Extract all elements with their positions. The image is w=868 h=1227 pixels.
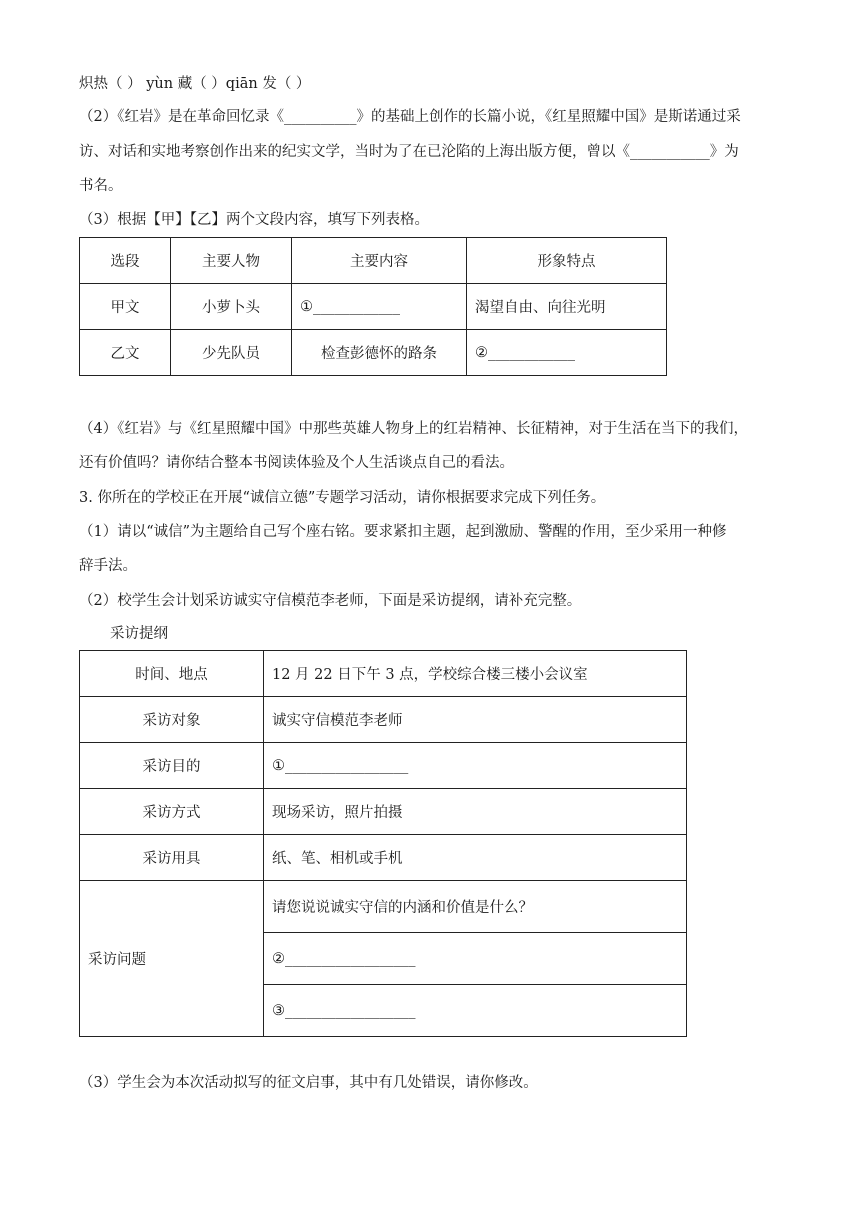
table-row	[80, 697, 687, 743]
table-header-row	[80, 238, 667, 284]
question-cell: 请您说说诚实守信的内涵和价值是什么？	[264, 881, 687, 933]
table-row	[80, 743, 687, 789]
question-2-text-cont: 访、对话和实地考察创作出来的纪实文学，当时为了在已沦陷的上海出版方便，曾以《___________》为	[79, 144, 739, 160]
table-row	[80, 330, 667, 376]
answer-blank-cell[interactable]: ②____________	[467, 330, 667, 376]
row-label-questions: 采访问题	[80, 881, 264, 1037]
task-3-heading: 3. 你所在的学校正在开展“诚信立德”专题学习活动，请你根据要求完成下列任务。	[79, 490, 606, 506]
row-label: 采访对象	[80, 697, 264, 743]
table-cell: 检查彭德怀的路条	[292, 330, 467, 376]
table-cell: 渴望自由、向往光明	[467, 284, 667, 330]
row-value: 诚实守信模范李老师	[264, 697, 687, 743]
table-cell: 甲文	[80, 284, 171, 330]
task-3-1-text: （1）请以“诚信”为主题给自己写个座右铭。要求紧扣主题，起到激励、警醒的作用，至少采用一种修	[79, 524, 727, 540]
header-cell: 主要人物	[171, 238, 292, 284]
pinyin-line: 炽热（ ） yùn 藏（ ）qiān 发（ ）	[79, 76, 311, 92]
interview-outline-table	[79, 650, 687, 1037]
row-value: 12 月 22 日下午 3 点，学校综合楼三楼小会议室	[264, 651, 687, 697]
answer-blank-cell[interactable]: ①____________	[292, 284, 467, 330]
answer-blank-cell[interactable]: ③__________________	[264, 985, 687, 1037]
interview-outline-title: 采访提纲	[110, 626, 168, 642]
question-2-text: （2）《红岩》是在革命回忆录《__________》的基础上创作的长篇小说，《红星照耀中国》是斯诺通过采	[79, 109, 741, 125]
reading-table	[79, 237, 667, 376]
question-3-text: （3）根据【甲】【乙】两个文段内容，填写下列表格。	[79, 212, 429, 228]
table-cell: 小萝卜头	[171, 284, 292, 330]
question-2-text-end: 书名。	[79, 178, 123, 194]
question-4-text-cont: 还有价值吗？请你结合整本书阅读体验及个人生活谈点自己的看法。	[79, 455, 514, 471]
table-row	[80, 284, 667, 330]
table-row	[80, 835, 687, 881]
row-label: 采访目的	[80, 743, 264, 789]
row-label: 时间、地点	[80, 651, 264, 697]
answer-blank-cell[interactable]: ②__________________	[264, 933, 687, 985]
task-3-2-text: （2）校学生会计划采访诚实守信模范李老师，下面是采访提纲，请补充完整。	[79, 593, 582, 609]
table-cell: 乙文	[80, 330, 171, 376]
header-cell: 形象特点	[467, 238, 667, 284]
row-label: 采访方式	[80, 789, 264, 835]
task-3-1-text-cont: 辞手法。	[79, 558, 137, 574]
table-row	[80, 881, 687, 933]
task-3-3-text: （3）学生会为本次活动拟写的征文启事，其中有几处错误，请你修改。	[79, 1075, 538, 1091]
answer-blank-cell[interactable]: ①_________________	[264, 743, 687, 789]
row-label: 采访用具	[80, 835, 264, 881]
header-cell: 主要内容	[292, 238, 467, 284]
table-cell: 少先队员	[171, 330, 292, 376]
row-value: 现场采访，照片拍摄	[264, 789, 687, 835]
question-4-text: （4）《红岩》与《红星照耀中国》中那些英雄人物身上的红岩精神、长征精神，对于生活在当下的我们，	[79, 421, 748, 437]
table-row	[80, 651, 687, 697]
table-row	[80, 789, 687, 835]
header-cell: 选段	[80, 238, 171, 284]
row-value: 纸、笔、相机或手机	[264, 835, 687, 881]
